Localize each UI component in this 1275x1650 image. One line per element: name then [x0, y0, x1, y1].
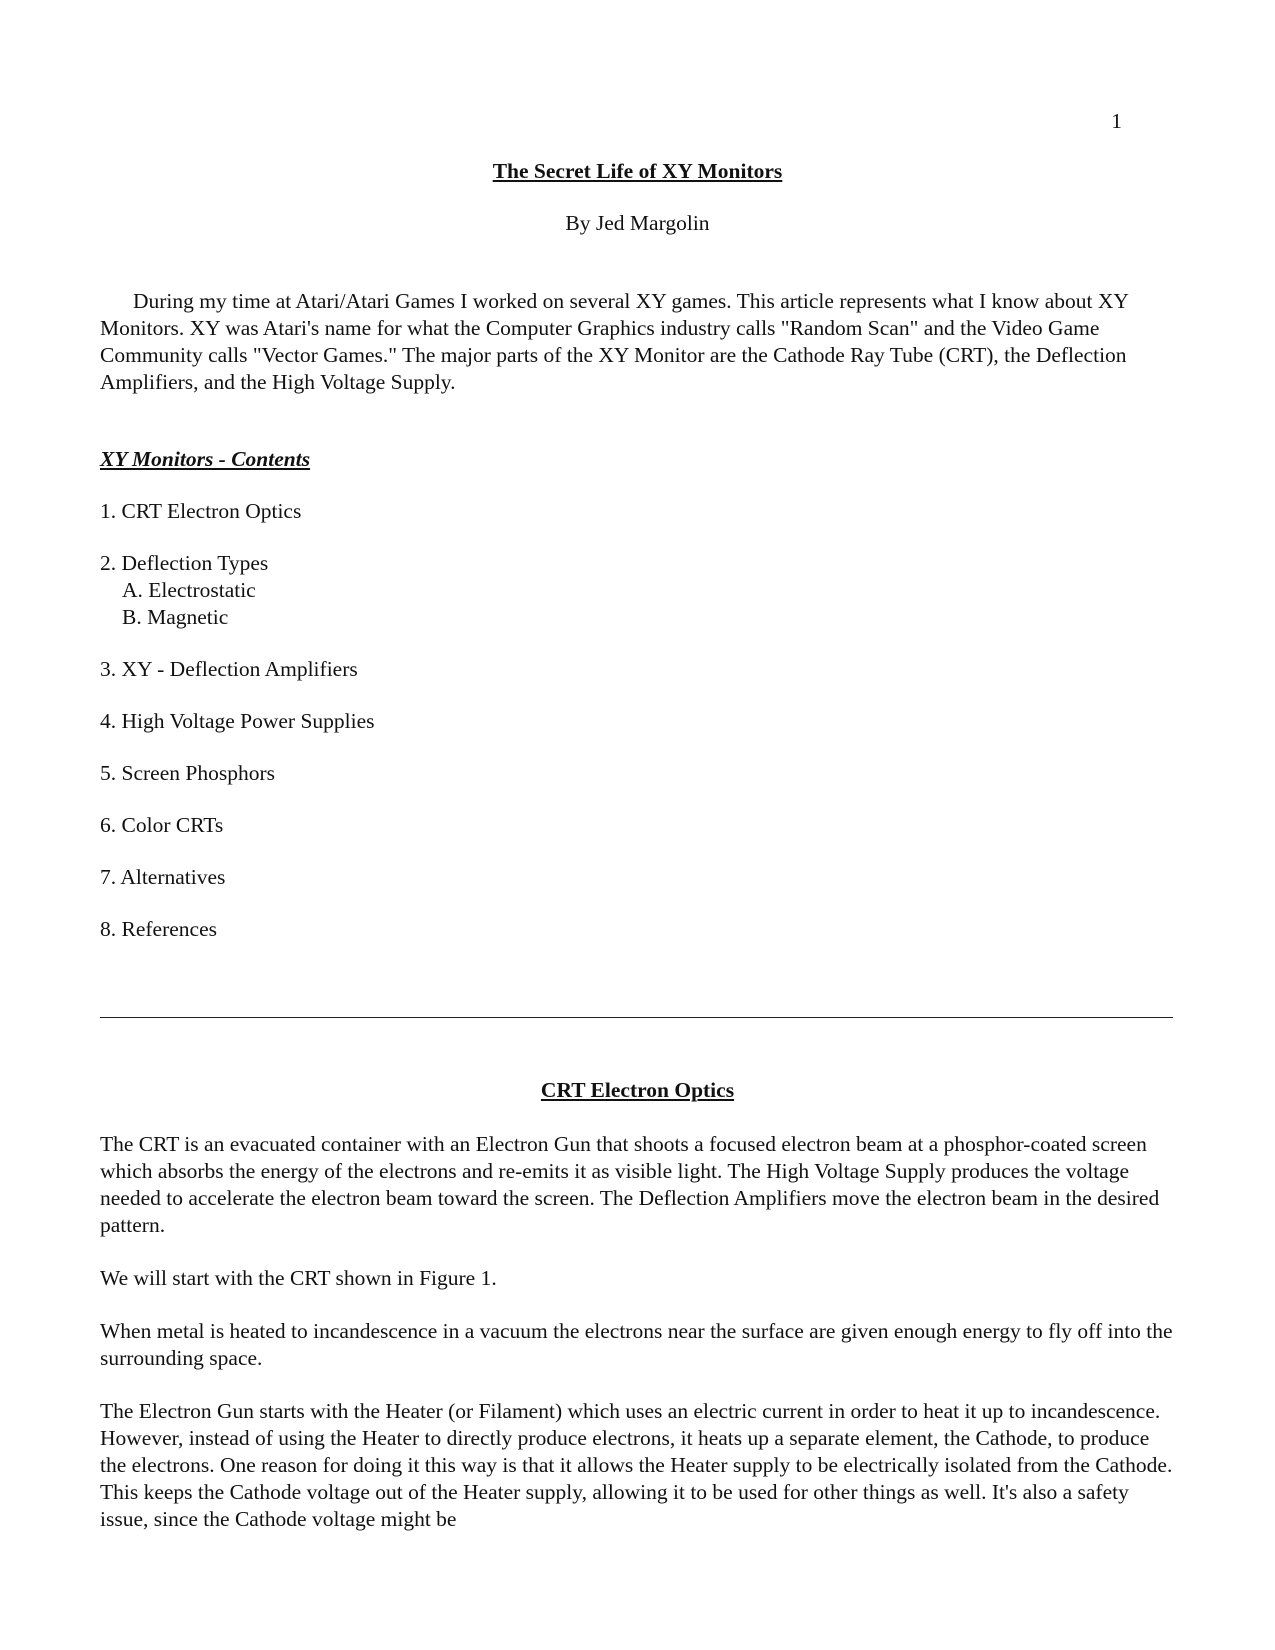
- contents-item: [100, 498, 375, 525]
- section-heading: CRT Electron Optics: [540, 1078, 735, 1102]
- contents-item-label: 8. References: [100, 917, 217, 941]
- body-paragraph: The Electron Gun starts with the Heater (or Filament) which uses an electric current in order to heat it up to incandescence. However, instead of using the Heater to directly produce electrons, it heats up a separate element, the Cathode, to produce the electrons. One reason for doing it this way is that it allows the Heater supply to be electrically isolated from the Cathode. This keeps the Cathode voltage out of the Heater supply, allowing it to be used for other things as well. It's also a safety issue, since the Cathode voltage might be: [100, 1399, 1173, 1531]
- intro-paragraph: During my time at Atari/Atari Games I worked on several XY games. This article represents what I know about XY Monitors. XY was Atari's name for what the Computer Graphics industry calls "Random Scan" and the Video Game Community calls "Vector Games." The major parts of the XY Monitor are the Cathode Ray Tube (CRT), the Deflection Amplifiers, and the High Voltage Supply.: [100, 289, 1129, 394]
- contents-item: [100, 760, 375, 787]
- contents-subitem: A. Electrostatic: [122, 578, 256, 602]
- page-number: 1: [1111, 109, 1122, 133]
- contents-subitem: B. Magnetic: [122, 605, 229, 629]
- section-divider: [100, 1017, 1173, 1018]
- contents-item-label: 7. Alternatives: [100, 865, 226, 889]
- contents-item: [100, 656, 375, 683]
- body-paragraph: The CRT is an evacuated container with an Electron Gun that shoots a focused electron beam at a phosphor-coated screen which absorbs the energy of the electrons and re-emits it as visible light. The High Voltage Supply produces the voltage needed to accelerate the electron beam toward the screen. The Deflection Amplifiers move the electron beam in the desired pattern.: [100, 1132, 1160, 1237]
- contents-item-label: 6. Color CRTs: [100, 813, 224, 837]
- contents-item: [100, 550, 375, 631]
- contents-item: [100, 812, 375, 839]
- document-title: The Secret Life of XY Monitors: [492, 159, 783, 183]
- section-body: [100, 1131, 1180, 1559]
- body-paragraph: When metal is heated to incandescence in a vacuum the electrons near the surface are given enough energy to fly off into the surrounding space.: [100, 1319, 1173, 1370]
- contents-sublist: [100, 577, 375, 631]
- contents-item-label: 2. Deflection Types: [100, 551, 269, 575]
- body-paragraph: We will start with the CRT shown in Figure 1.: [100, 1266, 497, 1290]
- contents-item-label: 5. Screen Phosphors: [100, 761, 275, 785]
- contents-heading: XY Monitors - Contents: [100, 447, 311, 471]
- contents-item: [100, 864, 375, 891]
- contents-item-label: 4. High Voltage Power Supplies: [100, 709, 375, 733]
- contents-item: [100, 916, 375, 943]
- author-byline: By Jed Margolin: [565, 211, 710, 235]
- contents-item: [100, 708, 375, 735]
- contents-item-label: 1. CRT Electron Optics: [100, 499, 302, 523]
- contents-item-label: 3. XY - Deflection Amplifiers: [100, 657, 358, 681]
- contents-list: [100, 498, 375, 968]
